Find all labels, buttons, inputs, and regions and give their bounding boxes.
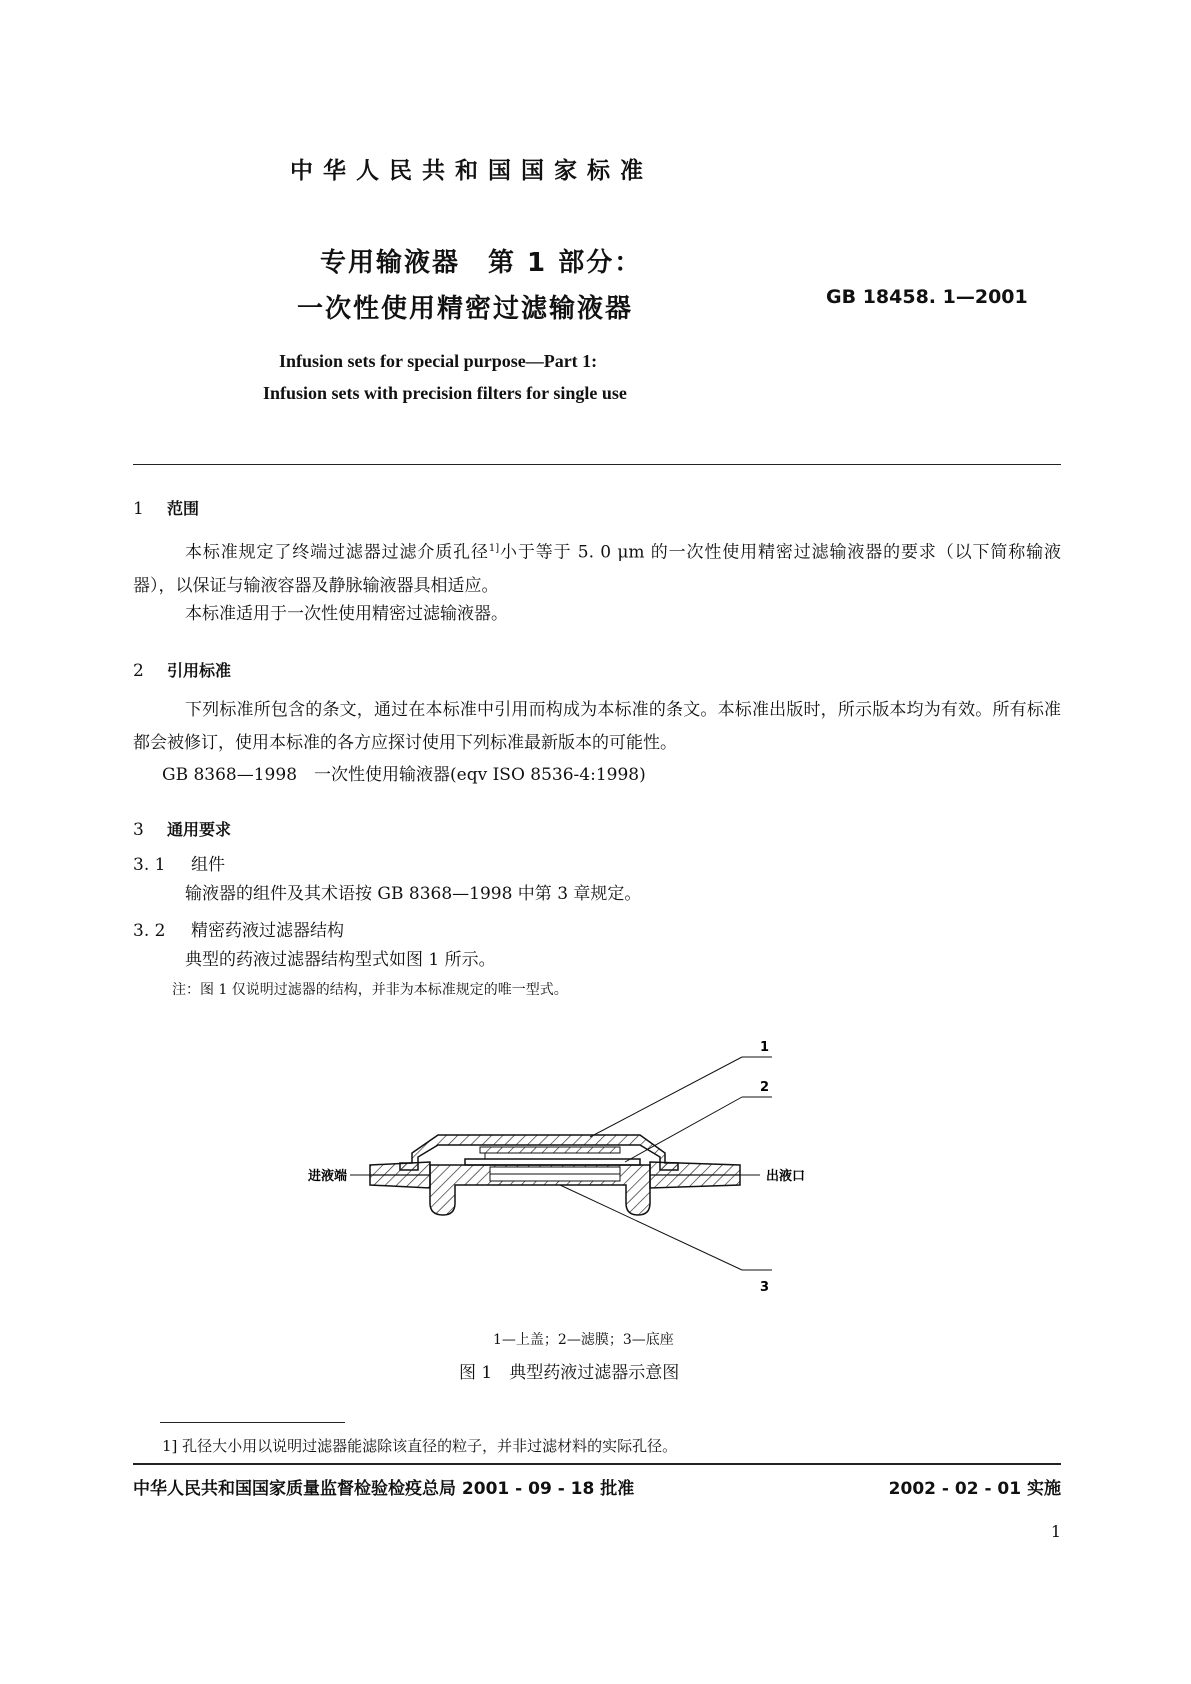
section-2-paragraph: 下列标准所包含的条文，通过在本标准中引用而构成为本标准的条文。本标准出版时，所示版本均为有效。所有标准都会被修订，使用本标准的各方应探讨使用下列标准最新版本的可能性。: [133, 700, 1061, 753]
section-3-2-number: 3. 2: [133, 921, 166, 941]
section-1-number: 1: [133, 499, 144, 519]
base: [430, 1165, 650, 1215]
section-1-paragraph-1: [133, 532, 1061, 603]
section-3-title: 通用要求: [167, 820, 232, 839]
s1-p1-text-a: 本标准规定了终端过滤器过滤介质孔径: [185, 542, 489, 563]
inlet-label: 进液端: [308, 1169, 348, 1184]
title-cn-line2: 一次性使用精密过滤输液器: [297, 294, 634, 324]
outlet-tube: [650, 1162, 740, 1188]
section-3-1-heading: [133, 850, 225, 875]
s1-p1-text-b: 小于等于 5. 0 μm 的一次性使用精密过滤输液器的要求（以下简称输液器），以保证与输液容器及静脉输液器具相适应。: [133, 542, 1061, 596]
implementation-date: 2002 - 02 - 01 实施: [888, 1479, 1061, 1499]
figure-note: 注：图 1 仅说明过滤器的结构，并非为本标准规定的唯一型式。: [172, 982, 568, 998]
inlet-tube: [370, 1162, 430, 1188]
section-3-number: 3: [133, 820, 144, 840]
footer-rule: [133, 1463, 1061, 1465]
section-2-heading: [133, 658, 231, 681]
footnote-ref: 1]: [488, 543, 500, 554]
national-standard-title: 中华人民共和国国家标准: [290, 158, 653, 184]
section-3-1-paragraph: 输液器的组件及其术语按 GB 8368—1998 中第 3 章规定。: [185, 884, 642, 904]
section-3-2-title: 精密药液过滤器结构: [191, 921, 344, 941]
outlet-label: 出液口: [766, 1169, 806, 1184]
title-en-line2: Infusion sets with precision filters for single use: [263, 383, 627, 403]
figure-legend: 1—上盖；2—滤膜；3—底座: [493, 1332, 674, 1348]
section-1-paragraph-2: 本标准适用于一次性使用精密过滤输液器。: [185, 604, 508, 624]
figure-caption: 图 1 典型药液过滤器示意图: [459, 1363, 680, 1383]
section-1-title: 范围: [167, 499, 200, 518]
section-2-title: 引用标准: [167, 661, 232, 680]
section-3-2-heading: [133, 916, 344, 941]
section-3-heading: [133, 817, 231, 840]
section-3-2-paragraph: 典型的药液过滤器结构型式如图 1 所示。: [185, 950, 496, 970]
section-3-1-title: 组件: [191, 855, 225, 875]
leader-line-3: [560, 1185, 742, 1270]
footnote: 1] 孔径大小用以说明过滤器能滤除该直径的粒子，并非过滤材料的实际孔径。: [162, 1437, 678, 1455]
title-cn-line1: 专用输液器 第 1 部分：: [320, 248, 643, 278]
standard-number: GB 18458. 1—2001: [826, 286, 1028, 308]
section-3-1-number: 3. 1: [133, 855, 166, 875]
section-2-reference: GB 8368—1998 一次性使用输液器(eqv ISO 8536-4:1998): [162, 765, 646, 785]
section-2-number: 2: [133, 661, 144, 681]
leader-line-2: [625, 1097, 742, 1162]
header-rule: [133, 464, 1061, 465]
callout-1: 1: [760, 1040, 770, 1055]
footnote-rule: [160, 1422, 345, 1423]
filter-diagram: [308, 1035, 860, 1305]
page-number: 1: [1050, 1522, 1061, 1541]
approval-line: 中华人民共和国国家质量监督检验检疫总局 2001 - 09 - 18 批准: [133, 1479, 635, 1499]
filter-membrane: [465, 1153, 640, 1165]
callout-2: 2: [760, 1080, 770, 1095]
title-en-line1: Infusion sets for special purpose—Part 1:: [279, 351, 598, 371]
leader-line-1: [590, 1057, 742, 1137]
section-1-heading: [133, 496, 199, 519]
callout-3: 3: [760, 1280, 770, 1295]
